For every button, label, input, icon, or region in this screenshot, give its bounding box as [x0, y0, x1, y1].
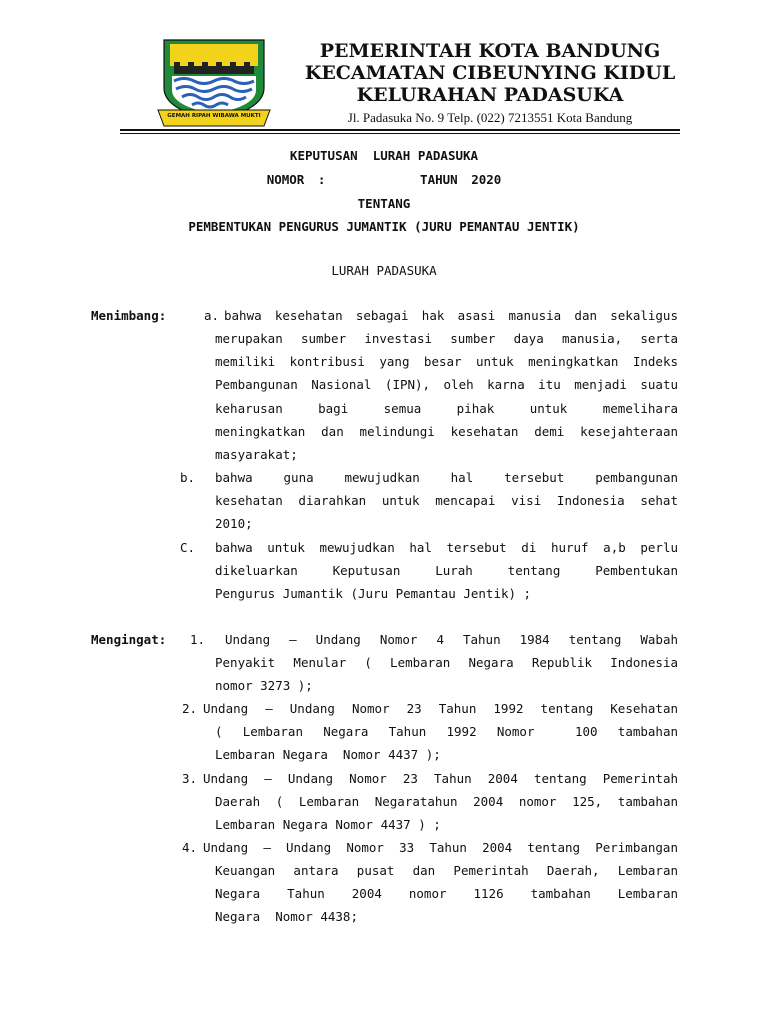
- decree-tentang: TENTANG: [357, 196, 411, 211]
- mengingat-marker-2: 2.: [182, 701, 198, 716]
- letterhead-address: Jl. Padasuka No. 9 Telp. (022) 7213551 Kota Bandung: [347, 110, 633, 125]
- mengingat-1-line2: Penyakit Menular ( Lembaran Negara Republik Indonesia: [215, 655, 678, 670]
- decree-number: NOMOR : TAHUN 2020: [266, 172, 502, 187]
- menimbang-marker-a: a.: [204, 308, 220, 323]
- menimbang-a-line5: keharusan bagi semua pihak untuk memelihara: [215, 401, 678, 416]
- mengingat-3-line2: Daerah ( Lembaran Negaratahun 2004 nomor 125, tambahan: [215, 794, 678, 809]
- letterhead: [290, 40, 690, 128]
- mengingat-1-line1: Undang – Undang Nomor 4 Tahun 1984 tentang Wabah: [225, 632, 678, 647]
- mengingat-4-line1: Undang – Undang Nomor 33 Tahun 2004 tentang Perimbangan: [203, 840, 678, 855]
- menimbang-a-line2: merupakan sumber investasi sumber daya manusia, serta: [215, 331, 678, 346]
- mengingat-3-line3: Lembaran Negara Nomor 4437 ) ;: [215, 817, 441, 832]
- menimbang-b-line1: bahwa guna mewujudkan hal tersebut pembangunan: [215, 470, 678, 485]
- decree-subject: PEMBENTUKAN PENGURUS JUMANTIK (JURU PEMANTAU JENTIK): [188, 219, 580, 234]
- menimbang-c-line1: bahwa untuk mewujudkan hal tersebut di huruf a,b perlu: [215, 540, 678, 555]
- menimbang-marker-c: C.: [180, 540, 196, 555]
- mengingat-label: Mengingat:: [91, 632, 167, 647]
- menimbang-c-line2: dikeluarkan Keputusan Lurah tentang Pembentukan: [215, 563, 678, 578]
- menimbang-marker-b: b.: [180, 470, 196, 485]
- mengingat-2-line1: Undang – Undang Nomor 23 Tahun 1992 tentang Kesehatan: [203, 701, 678, 716]
- menimbang-a-line1: bahwa kesehatan sebagai hak asasi manusia dan sekaligus: [224, 308, 678, 323]
- menimbang-label: Menimbang:: [91, 308, 167, 323]
- letterhead-district: KECAMATAN CIBEUNYING KIDUL: [304, 62, 676, 84]
- logo-motto: GEMAH RIPAH WIBAWA MUKTI: [167, 113, 261, 119]
- menimbang-c-line3: Pengurus Jumantik (Juru Pemantau Jentik) ;: [215, 586, 532, 601]
- mengingat-1-line3: nomor 3273 );: [215, 678, 313, 693]
- mengingat-marker-3: 3.: [182, 771, 198, 786]
- decree-title: KEPUTUSAN LURAH PADASUKA: [289, 148, 479, 163]
- letterhead-rule-thin: [120, 133, 680, 134]
- menimbang-a-line7: masyarakat;: [215, 447, 298, 462]
- letterhead-village: KELURAHAN PADASUKA: [356, 84, 624, 106]
- mengingat-3-line1: Undang – Undang Nomor 23 Tahun 2004 tentang Pemerintah: [203, 771, 678, 786]
- letterhead-government: PEMERINTAH KOTA BANDUNG: [319, 40, 661, 62]
- menimbang-b-line3: 2010;: [215, 516, 253, 531]
- menimbang-b-line2: kesehatan diarahkan untuk mencapai visi Indonesia sehat: [215, 493, 678, 508]
- mengingat-4-line3: Negara Tahun 2004 nomor 1126 tambahan Lembaran: [215, 886, 678, 901]
- menimbang-a-line3: memiliki kontribusi yang besar untuk meningkatkan Indeks: [215, 354, 678, 369]
- menimbang-a-line4: Pembangunan Nasional (IPN), oleh karna itu menjadi suatu: [215, 377, 678, 392]
- mengingat-2-line2: ( Lembaran Negara Tahun 1992 Nomor 100 tambahan: [215, 724, 678, 739]
- mengingat-marker-1: 1.: [190, 632, 206, 647]
- mengingat-4-line4: Negara Nomor 4438;: [215, 909, 358, 924]
- letterhead-rule: [120, 129, 680, 131]
- mengingat-2-line3: Lembaran Negara Nomor 4437 );: [215, 747, 441, 762]
- decree-official: LURAH PADASUKA: [331, 263, 437, 278]
- mengingat-4-line2: Keuangan antara pusat dan Pemerintah Daerah, Lembaran: [215, 863, 678, 878]
- mengingat-marker-4: 4.: [182, 840, 198, 855]
- menimbang-a-line6: meningkatkan dan melindungi kesehatan demi kesejahteraan: [215, 424, 678, 439]
